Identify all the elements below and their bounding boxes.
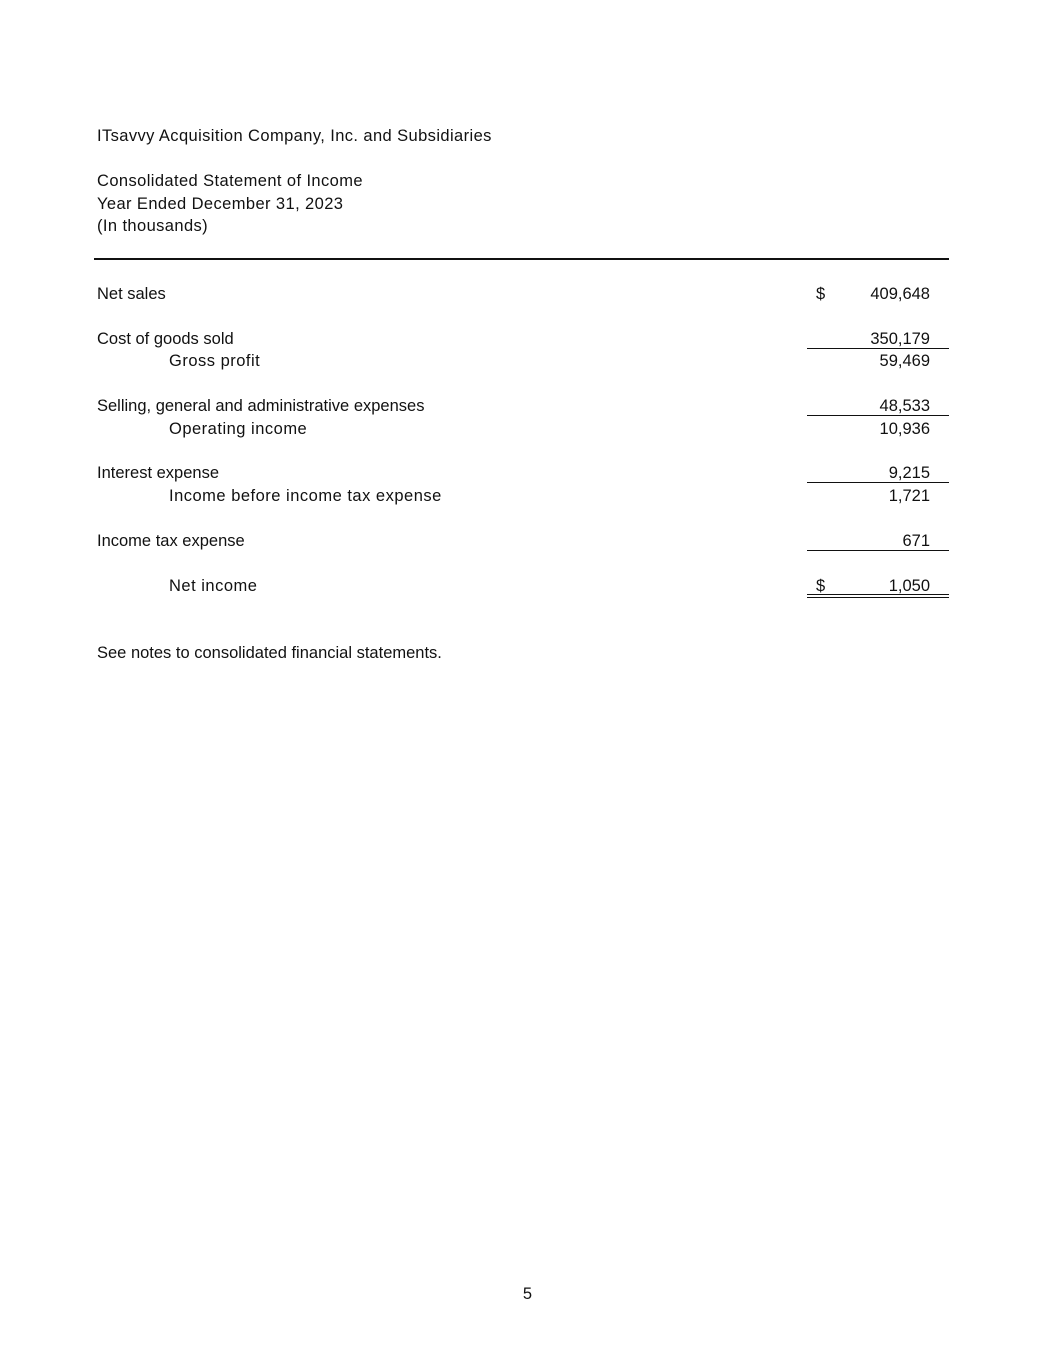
amount-gross-profit: 59,469 [879, 352, 930, 370]
currency-symbol-net-sales: $ [816, 285, 826, 303]
footnote: See notes to consolidated financial statements. [97, 644, 442, 662]
row-label-pretax-income: Income before income tax expense [169, 487, 442, 505]
row-label-cogs: Cost of goods sold [97, 330, 234, 348]
amount-income-tax: 671 [902, 532, 930, 550]
company-name: ITsavvy Acquisition Company, Inc. and Subsidiaries [97, 127, 492, 145]
amount-pretax-income: 1,721 [888, 487, 930, 505]
row-label-sga: Selling, general and administrative expenses [97, 397, 425, 415]
subtotal-rule [807, 348, 949, 349]
row-label-net-sales: Net sales [97, 285, 166, 303]
amount-net-sales: 409,648 [870, 285, 930, 303]
subtotal-rule [807, 482, 949, 483]
amount-operating-income: 10,936 [879, 420, 930, 438]
statement-title: Consolidated Statement of Income [97, 172, 363, 190]
statement-units: (In thousands) [97, 217, 209, 235]
row-label-net-income: Net income [169, 577, 258, 595]
subtotal-rule [807, 550, 949, 551]
amount-cogs: 350,179 [870, 330, 930, 348]
row-label-income-tax: Income tax expense [97, 532, 245, 550]
total-double-rule [807, 594, 949, 598]
statement-period: Year Ended December 31, 2023 [97, 195, 344, 213]
subtotal-rule [807, 415, 949, 416]
amount-sga: 48,533 [879, 397, 930, 415]
amount-interest-expense: 9,215 [888, 464, 930, 482]
header-divider [94, 258, 949, 260]
row-label-gross-profit: Gross profit [169, 352, 261, 370]
row-label-operating-income: Operating income [169, 420, 308, 438]
currency-symbol-net-income: $ [816, 577, 826, 595]
page-number: 5 [522, 1285, 533, 1303]
row-label-interest-expense: Interest expense [97, 464, 219, 482]
amount-net-income: 1,050 [888, 577, 930, 595]
